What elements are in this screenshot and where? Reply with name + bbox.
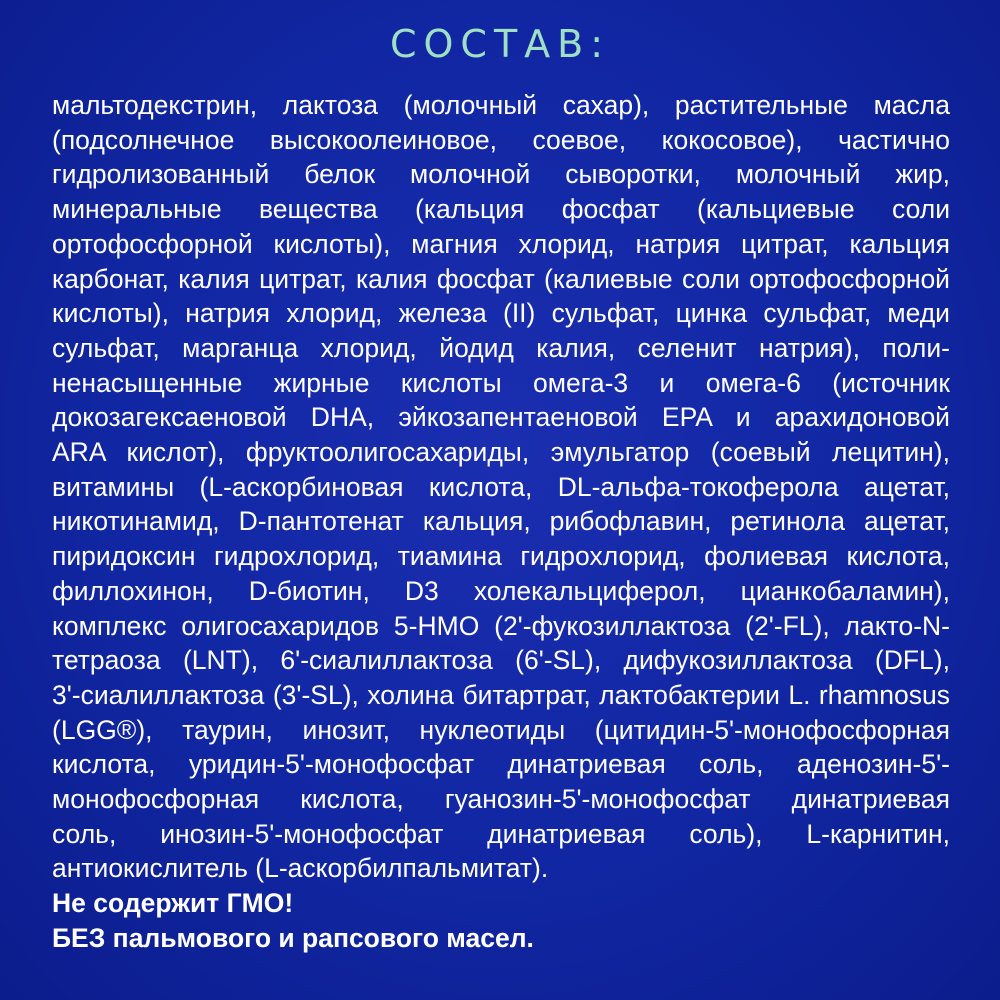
composition-line: ненасыщенные жирные кислоты омега-3 и омега-6 (источник (52, 367, 950, 398)
composition-line: ортофосфорной кислоты), магния хлорид, натрия цитрат, кальция (52, 228, 950, 259)
composition-line: минеральные вещества (кальция фосфат (кальциевые соли (52, 194, 950, 225)
composition-line: мальтодекстрин, лактоза (молочный сахар), растительные масла (52, 90, 950, 120)
composition-line: пиридоксин гидрохлорид, тиамина гидрохлорид, фолиевая кислота, (52, 541, 950, 572)
composition-line: комплекс олигосахаридов 5-HMO (2'-фукозиллактоза (2'-FL), лакто-N- (52, 610, 950, 641)
composition-line: ARA кислот), фруктоолигосахариды, эмульгатор (соевый лецитин), (52, 437, 950, 468)
composition-line: сульфат, марганца хлорид, йодид калия, селенит натрия), поли- (52, 332, 950, 363)
composition-line: монофосфорная кислота, гуанозин-5'-монофосфат динатриевая (52, 784, 950, 815)
composition-line: никотинамид, D-пантотенат кальция, рибофлавин, ретинола ацетат, (52, 506, 950, 537)
composition-line: соль, инозин-5'-монофосфат динатриевая соль), L-карнитин, (52, 818, 950, 849)
composition-line: тетраоза (LNT), 6'-сиалиллактоза (6'-SL), дифукозиллактоза (DFL), (52, 645, 950, 676)
composition-line: (LGG®), таурин, инозит, нуклеотиды (цитидин-5'-монофосфорная (52, 714, 950, 745)
composition-line: 3'-сиалиллактоза (3'-SL), холина битартрат, лактобактерии L. rhamnosus (52, 679, 950, 710)
composition-line: кислота, уридин-5'-монофосфат динатриевая соль, аденозин-5'- (52, 749, 950, 780)
composition-line: гидролизованный белок молочной сыворотки, молочный жир, (52, 159, 950, 190)
composition-line: антиокислитель (L-аскорбилпальмитат). (52, 853, 549, 884)
composition-line: филлохинон, D-биотин, D3 холекальциферол, цианкобаламин), (52, 575, 950, 606)
composition-line: кислоты), натрия хлорид, железа (II) сульфат, цинка сульфат, меди (52, 298, 950, 329)
notes-block (52, 886, 534, 956)
no-palm-oil-note: БЕЗ пальмового и рапсового масел. (52, 923, 534, 953)
composition-line: витамины (L-аскорбиновая кислота, DL-альфа-токоферола ацетат, (52, 471, 950, 502)
composition-line: докозагексаеновой DHA, эйкозапентаеновой EPA и арахидоновой (52, 402, 950, 433)
composition-line: (подсолнечное высокоолеиновое, соевое, кокосовое), частично (52, 124, 950, 155)
no-gmo-note: Не содержит ГМО! (52, 888, 294, 918)
composition-text (52, 88, 950, 886)
page-title: СОСТАВ: (389, 22, 611, 66)
composition-line: карбонат, калия цитрат, калия фосфат (калиевые соли ортофосфорной (52, 263, 950, 294)
